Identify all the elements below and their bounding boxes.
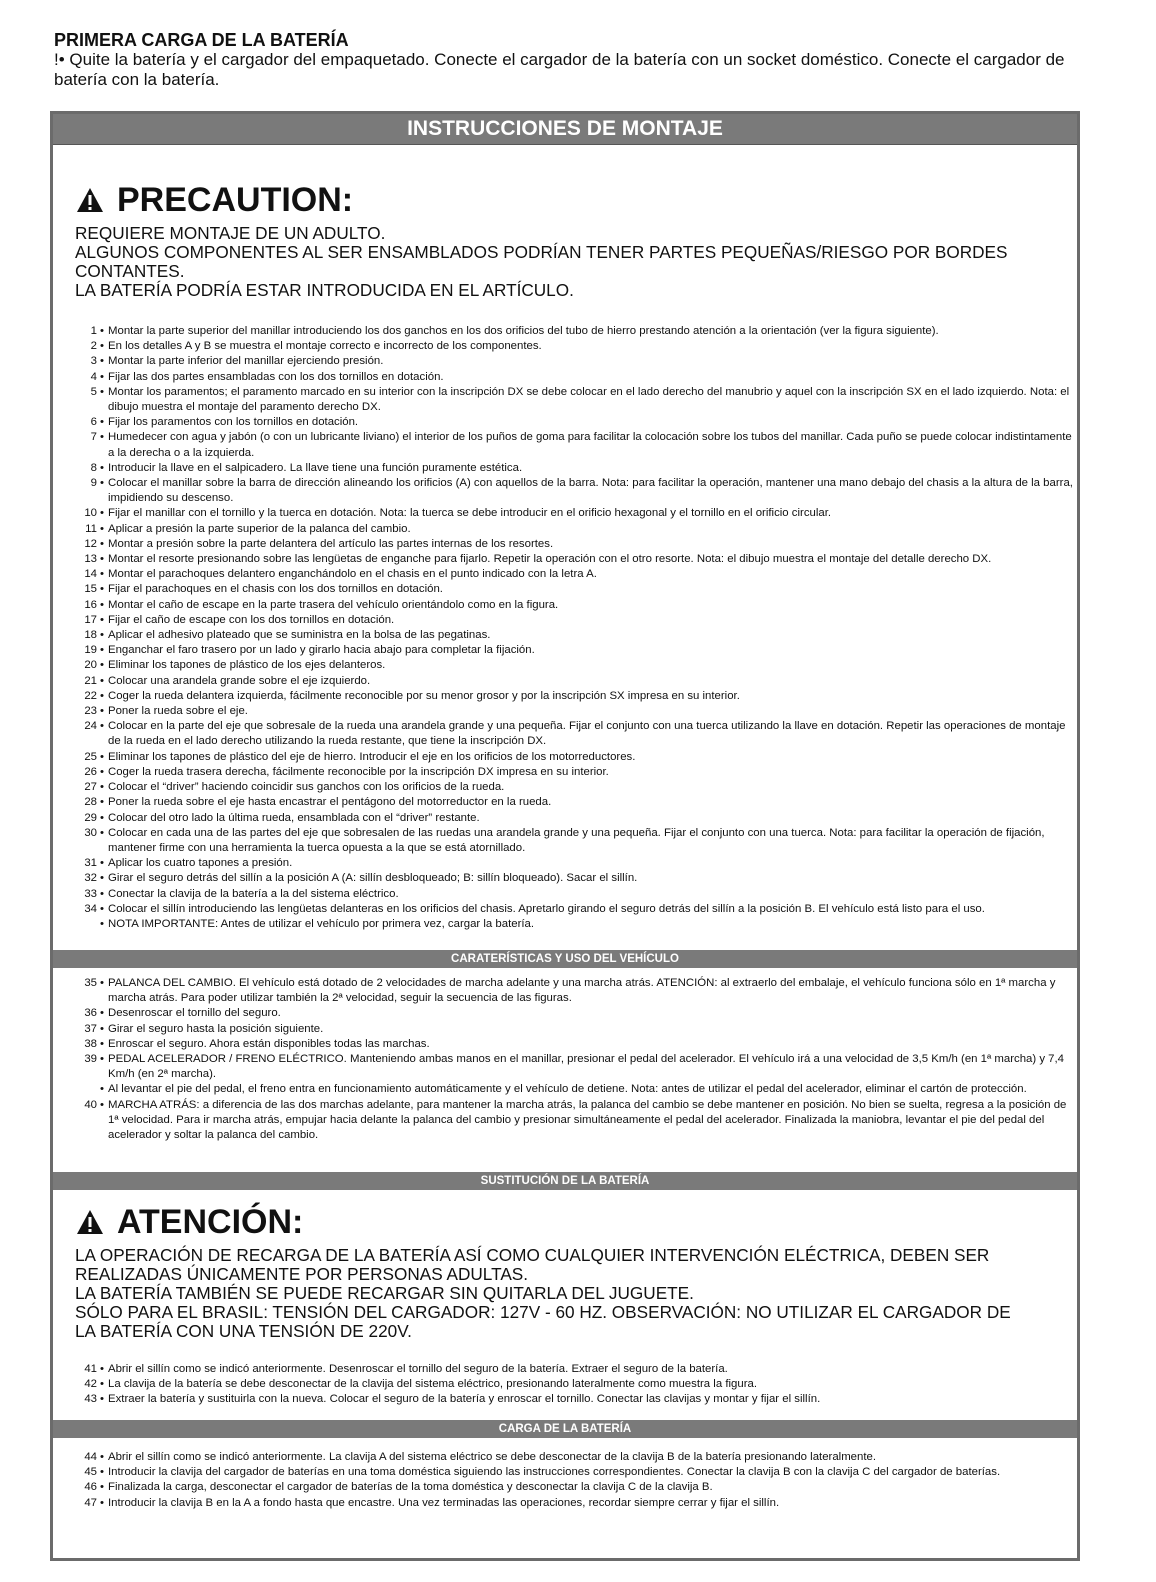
step-number: 19 [84,644,97,657]
step-text: Montar los paramentos; el paramento marcado en su interior con la inscripción DX se debe colocar en el lado derecho del manubrio y aquel con la inscripción SX en el lado izquierdo. Nota: el dibujo muestra el montaje del paramento derecho DX. [108,385,1070,414]
step-item [75,902,1075,917]
step-number: 43 [84,1393,97,1406]
step-item [75,370,1075,385]
step-item [75,598,1075,613]
step-item [75,1392,1075,1407]
first-charge-title: PRIMERA CARGA DE LA BATERÍA [54,30,349,50]
step-number: 38 [84,1037,97,1050]
step-item [75,689,1075,704]
bullet-icon: • [100,1053,104,1066]
step-number: 34 [84,902,97,915]
bullet-icon: • [100,507,104,520]
bullet-icon: • [100,1496,104,1509]
step-number: 18 [84,629,97,642]
bullet-icon: • [100,1393,104,1406]
top-section [54,30,1114,90]
step-number: 42 [84,1378,97,1391]
bullet-icon: • [100,461,104,474]
step-item [75,385,1075,415]
bullet-icon: • [100,750,104,763]
assembly-banner: INSTRUCCIONES DE MONTAJE [53,114,1077,145]
step-number: 15 [84,583,97,596]
step-number [75,1082,100,1097]
step-number: 22 [84,689,97,702]
step-text: Montar el resorte presionando sobre las lengüetas de enganche para fijarlo. Repetir la operación con el otro resorte. Nota: el dibujo muestra el montaje del detalle derecho DX. [108,553,992,566]
bullet-icon: • [100,1378,104,1391]
step-text: Colocar en cada una de las partes del eje que sobresalen de las ruedas una arandela grande y una pequeña. Fijar el conjunto con una tuerca. Nota: para facilitar la operación de fijación, mantener firme con una herramienta la tuerca opuesta a la que se está atornillado. [108,826,1045,854]
step-text: Coger la rueda delantera izquierda, fácilmente reconocible por su menor grosor y por la inscripción SX impresa en su interior. [108,689,740,702]
precaution-title: PRECAUTION: [117,181,354,219]
bullet-icon: • [100,1083,104,1096]
bullet-icon: • [100,720,104,733]
step-text: Introducir la clavija B en la A a fondo hasta que encastre. Una vez terminadas las operaciones, recordar siempre cerrar y fijar el sillín. [108,1496,780,1509]
step-text: Fijar el parachoques en el chasis con los dos tornillos en dotación. [108,583,443,596]
step-number: 26 [84,765,97,778]
step-item [75,811,1075,826]
step-text: Colocar el manillar sobre la barra de dirección alineando los orificios (A) con aquellos de la barra. Nota: para facilitar la operación, mantener una mano debajo del chasis a la altura de la barra, impidiendo su descenso. [108,477,1073,505]
step-text: Al levantar el pie del pedal, el freno entra en funcionamiento automáticamente y el vehículo de detiene. Nota: antes de utilizar el pedal del acelerador, eliminar el cartón de protección. [108,1083,1027,1096]
step-number: 32 [84,872,97,885]
step-item [75,917,1075,932]
precaution-line: REQUIERE MONTAJE DE UN ADULTO. [75,223,386,243]
step-item [75,704,1075,719]
step-item [75,461,1075,476]
warning-icon [75,186,105,214]
assembly-steps [75,324,1075,932]
step-item [75,339,1075,354]
step-text: Poner la rueda sobre el eje. [108,705,248,718]
step-number: 46 [84,1481,97,1494]
step-text: Eliminar los tapones de plástico de los ejes delanteros. [108,659,386,672]
step-text: Montar la parte inferior del manillar ejerciendo presión. [108,355,384,368]
step-number: 45 [84,1466,97,1479]
bullet-icon: • [100,613,104,626]
step-item [75,1465,1075,1480]
step-number: 40 [84,1098,97,1111]
step-number: 23 [84,705,97,718]
step-number: 35 [84,977,97,989]
atencion-line: LA BATERÍA TAMBIÉN SE PUEDE RECARGAR SIN QUITARLA DEL JUGUETE. [75,1283,694,1303]
step-number: 9 [90,477,97,490]
atencion-heading [75,1202,303,1242]
step-text: Colocar el sillín introduciendo las lengüetas delanteras en los orificios del chasis. Apretarlo girando el seguro detrás del sillín a la posición B. El vehículo está listo para el uso. [108,902,985,915]
step-item [75,1037,1075,1052]
step-number: 28 [84,796,97,809]
step-number: 47 [84,1496,97,1509]
bullet-icon: • [100,522,104,535]
step-item [75,613,1075,628]
step-number: 37 [84,1022,97,1035]
step-text: Aplicar a presión la parte superior de la palanca del cambio. [108,522,411,535]
step-number: 17 [84,613,97,626]
bullet-icon: • [100,857,104,870]
step-text: Enroscar el seguro. Ahora están disponibles todas las marchas. [108,1037,430,1050]
step-item [75,354,1075,369]
step-item [75,1082,1075,1097]
step-item [75,719,1075,749]
step-number: 2 [90,340,97,353]
step-number: 25 [84,750,97,763]
assembly-frame [50,111,1080,1561]
step-text: PALANCA DEL CAMBIO. El vehículo está dotado de 2 velocidades de marcha adelante y una marcha atrás. ATENCIÓN: al extraerlo del embalaje, el vehículo funciona sólo en 1ª marcha y marcha atrás. Para poder utilizar también la 2ª velocidad, seguir la secuencia de las figuras. [108,977,1056,1005]
step-number: 16 [84,598,97,611]
precaution-line: ALGUNOS COMPONENTES AL SER ENSAMBLADOS PODRÍAN TENER PARTES PEQUEÑAS/RIESGO POR BORDES CONTANTES. [75,242,1008,281]
bullet-icon: • [100,568,104,581]
step-number: 7 [90,431,97,444]
bullet-icon: • [100,583,104,596]
step-item [75,537,1075,552]
bullet-icon: • [100,553,104,566]
bullet-icon: • [100,1098,104,1111]
step-text: Girar el seguro detrás del sillín a la posición A (A: sillín desbloqueado; B: sillín bloqueado). Sacar el sillín. [108,872,638,885]
bullet-icon: • [100,431,104,444]
step-text: Aplicar el adhesivo plateado que se suministra en la bolsa de las pegatinas. [108,629,491,642]
step-number: 13 [84,553,97,566]
step-text: En los detalles A y B se muestra el montaje correcto e incorrecto de los componentes. [108,340,542,353]
bullet-icon: • [100,1007,104,1020]
step-text: Poner la rueda sobre el eje hasta encastrar el pentágono del motorreductor en la rueda. [108,796,552,809]
bullet-icon: • [100,674,104,687]
bullet-icon: • [100,355,104,368]
bullet-icon: • [100,1363,104,1375]
step-number [75,917,100,932]
bullet-icon: • [100,796,104,809]
step-item [75,1052,1075,1082]
precaution-text [75,224,1075,300]
step-text: Montar la parte superior del manillar introduciendo los dos ganchos en los dos orificios del tubo de hierro prestando atención a la orientación (ver la figura siguiente). [108,325,939,337]
step-text: Montar el parachoques delantero enganchándolo en el chasis en el punto indicado con la letra A. [108,568,597,581]
bullet-icon: • [100,370,104,383]
bullet-icon: • [100,1451,104,1463]
bullet-icon: • [100,917,104,930]
step-item [75,1006,1075,1021]
step-text: Colocar una arandela grande sobre el eje izquierdo. [108,674,371,687]
atencion-line: SÓLO PARA EL BRASIL: TENSIÓN DEL CARGADOR: 127V - 60 HZ. OBSERVACIÓN: NO UTILIZAR EL CARGADOR DE LA BATERÍA CON UNA TENSIÓN DE 220V. [75,1302,1011,1341]
step-item [75,1450,1075,1465]
precaution-heading [75,180,353,220]
step-item [75,826,1075,856]
step-item [75,552,1075,567]
step-number: 4 [90,370,97,383]
bullet-icon: • [100,629,104,642]
step-item [75,780,1075,795]
step-number: 1 [90,325,97,337]
step-item [75,856,1075,871]
step-item [75,750,1075,765]
atencion-line: LA OPERACIÓN DE RECARGA DE LA BATERÍA ASÍ COMO CUALQUIER INTERVENCIÓN ELÉCTRICA, DEBEN SER REALIZADAS ÚNICAMENTE POR PERSONAS ADULTAS. [75,1245,990,1284]
step-item [75,628,1075,643]
bullet-icon: • [100,1037,104,1050]
step-item [75,887,1075,902]
step-item [75,1362,1075,1377]
step-text: Extraer la batería y sustituirla con la nueva. Colocar el seguro de la batería y enroscar el tornillo. Conectar las clavijas y montar y fijar el sillín. [108,1393,821,1406]
step-number: 3 [90,355,97,368]
usage-banner: CARATERÍSTICAS Y USO DEL VEHÍCULO [53,950,1077,968]
battery-charge-banner: CARGA DE LA BATERÍA [53,1420,1077,1438]
step-item [75,1480,1075,1495]
step-text: Girar el seguro hasta la posición siguiente. [108,1022,324,1035]
step-number: 33 [84,887,97,900]
step-text: Introducir la clavija del cargador de baterías en una toma doméstica siguiendo las instrucciones correspondientes. Conectar la clavija B con la clavija C del cargador de baterías. [108,1466,1001,1479]
step-item [75,795,1075,810]
step-number: 11 [85,522,97,535]
bullet-icon: • [100,872,104,885]
step-number: 24 [84,720,97,733]
step-text: Abrir el sillín como se indicó anteriormente. La clavija A del sistema eléctrico se debe desconectar de la clavija B de la batería presionando lateralmente. [108,1451,877,1463]
step-item [75,506,1075,521]
step-item [75,976,1075,1006]
bullet-icon: • [100,811,104,824]
step-item [75,1098,1075,1144]
bullet-icon: • [100,659,104,672]
step-number: 29 [84,811,97,824]
bullet-icon: • [100,902,104,915]
step-text: Colocar el “driver” haciendo coincidir sus ganchos con los orificios de la rueda. [108,781,505,794]
step-number: 41 [84,1363,97,1375]
bullet-icon: • [100,1481,104,1494]
step-item [75,765,1075,780]
step-item [75,582,1075,597]
step-item [75,1022,1075,1037]
step-number: 12 [84,537,97,550]
step-text: Colocar del otro lado la última rueda, ensamblada con el “driver” restante. [108,811,480,824]
step-number: 8 [90,461,97,474]
step-text: Montar a presión sobre la parte delantera del artículo las partes internas de los resortes. [108,537,554,550]
bullet-icon: • [100,765,104,778]
step-item [75,415,1075,430]
step-text: PEDAL ACELERADOR / FRENO ELÉCTRICO. Manteniendo ambas manos en el manillar, presionar el pedal del acelerador. El vehículo irá a una velocidad de 3,5 Km/h (en 1ª marcha) y 7,4 Km/h (en 2ª marcha). [108,1053,1065,1081]
step-number: 27 [84,781,97,794]
bullet-icon: • [100,325,104,337]
step-text: Fijar los paramentos con los tornillos en dotación. [108,416,359,429]
step-number: 44 [84,1451,97,1463]
step-text: Desenroscar el tornillo del seguro. [108,1007,281,1020]
step-item [75,1496,1075,1511]
step-text: Aplicar los cuatro tapones a presión. [108,857,293,870]
bullet-icon: • [100,826,104,839]
step-item [75,643,1075,658]
atencion-text [75,1246,1035,1341]
bullet-icon: • [100,705,104,718]
step-text: Finalizada la carga, desconectar el cargador de baterías de la toma doméstica y desconectar la clavija C de la clavija B. [108,1481,713,1494]
battery-replacement-banner: SUSTITUCIÓN DE LA BATERÍA [53,1172,1077,1190]
step-text: Abrir el sillín como se indicó anteriormente. Desenroscar el tornillo del seguro de la batería. Extraer el seguro de la batería. [108,1363,728,1375]
step-number: 6 [90,416,97,429]
battery-replacement-steps [75,1362,1075,1408]
step-item [75,476,1075,506]
step-text: Fijar el caño de escape con los dos tornillos en dotación. [108,613,395,626]
step-number: 20 [84,659,97,672]
bullet-icon: • [100,385,104,398]
step-number: 14 [84,568,97,581]
step-text: Fijar el manillar con el tornillo y la tuerca en dotación. Nota: la tuerca se debe introducir en el orificio hexagonal y el tornillo en el orificio circular. [108,507,832,520]
bullet-icon: • [100,644,104,657]
step-number: 30 [84,826,97,839]
step-text: Eliminar los tapones de plástico del eje de hierro. Introducir el eje en los orificios de los motorreductores. [108,750,636,763]
warning-icon [75,1208,105,1236]
bullet-icon: • [100,537,104,550]
atencion-title: ATENCIÓN: [117,1203,304,1241]
step-item [75,1377,1075,1392]
step-text: Enganchar el faro trasero por un lado y girarlo hacia abajo para completar la fijación. [108,644,535,657]
step-text: Introducir la llave en el salpicadero. La llave tiene una función puramente estética. [108,461,523,474]
step-item [75,871,1075,886]
bullet-icon: • [100,977,104,989]
step-item [75,567,1075,582]
bullet-icon: • [100,887,104,900]
bullet-icon: • [100,340,104,353]
step-text: MARCHA ATRÁS: a diferencia de las dos marchas adelante, para mantener la marcha atrás, la palanca del cambio se debe mantener en posición. No bien se suelta, regresa a la posición de 1ª velocidad. Para ir marcha atrás, empujar hacia delante la palanca del cambio y presionar simultáneamente el pedal del acelerador. Finalizada la maniobra, levantar el pie del pedal del acelerador y soltar la palanca del cambio. [108,1098,1067,1142]
usage-steps [75,976,1075,1143]
step-number: 21 [84,674,97,687]
step-text: La clavija de la batería se debe desconectar de la clavija del sistema eléctrico, presionando lateralmente como muestra la figura. [108,1378,757,1391]
step-text: Fijar las dos partes ensambladas con los dos tornillos en dotación. [108,370,444,383]
battery-charge-steps [75,1450,1075,1511]
step-text: NOTA IMPORTANTE: Antes de utilizar el vehículo por primera vez, cargar la batería. [108,917,535,930]
step-text: Montar el caño de escape en la parte trasera del vehículo orientándolo como en la figura. [108,598,559,611]
step-number: 39 [84,1053,97,1066]
step-number: 31 [84,857,97,870]
step-text: Coger la rueda trasera derecha, fácilmente reconocible por la inscripción DX impresa en su interior. [108,765,609,778]
step-number: 10 [84,507,97,520]
bullet-icon: • [100,1466,104,1479]
step-item [75,658,1075,673]
bullet-icon: • [100,598,104,611]
bullet-icon: • [100,1022,104,1035]
bullet-icon: • [100,416,104,429]
step-number: 36 [84,1007,97,1020]
first-charge-text: !• Quite la batería y el cargador del empaquetado. Conecte el cargador de la batería con un socket doméstico. Conecte el cargador de batería con la batería. [54,50,1065,89]
step-item [75,324,1075,339]
precaution-line: LA BATERÍA PODRÍA ESTAR INTRODUCIDA EN EL ARTÍCULO. [75,280,574,300]
step-text: Colocar en la parte del eje que sobresale de la rueda una arandela grande y una pequeña. Fijar el conjunto con una tuerca utilizando la llave en dotación. Repetir las operaciones de montaje de la rueda en el lado derecho utilizando la rueda restante, que tiene la inscripción DX. [108,720,1066,748]
bullet-icon: • [100,781,104,794]
step-item [75,674,1075,689]
bullet-icon: • [100,477,104,490]
step-number: 5 [90,385,97,398]
bullet-icon: • [100,689,104,702]
step-item [75,522,1075,537]
step-text: Conectar la clavija de la batería a la del sistema eléctrico. [108,887,399,900]
step-item [75,430,1075,460]
step-text: Humedecer con agua y jabón (o con un lubricante liviano) el interior de los puños de goma para facilitar la colocación sobre los tubos del manillar. Cada puño se puede colocar indistintamente a la derecha o a la izquierda. [108,431,1072,459]
